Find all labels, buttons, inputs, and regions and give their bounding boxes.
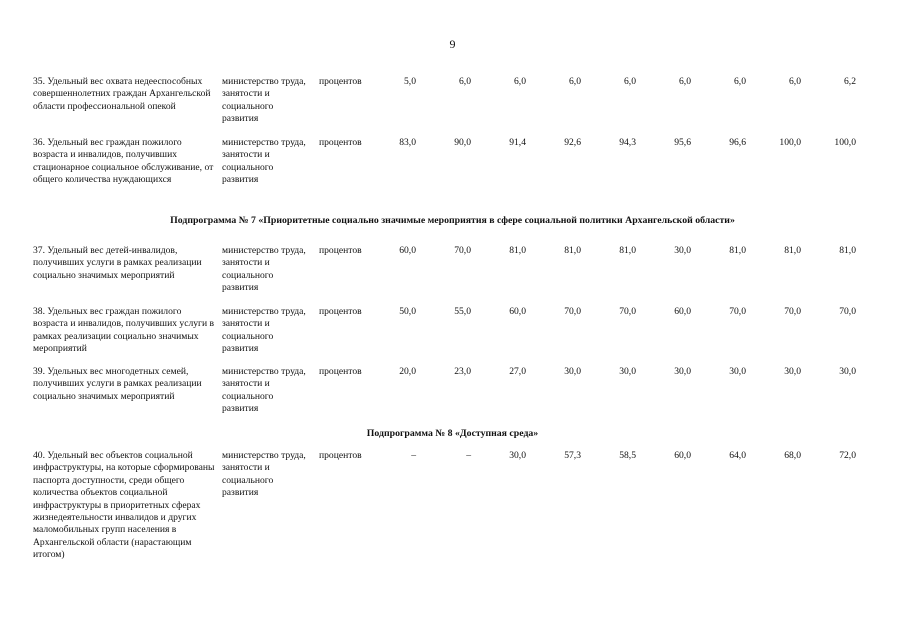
indicator-name: 36. Удельный вес граждан пожилого возраста и инвалидов, получивших стационарное социальное обслуживание, от общего количества нуждающихся [33, 137, 214, 186]
indicator-name: 38. Удельных вес граждан пожилого возраста и инвалидов, получивших услуги в рамках реализации социально значимых мероприятий [33, 306, 215, 355]
value-cell: 6,0 [679, 76, 691, 87]
value-cell: 6,0 [514, 76, 526, 87]
value-cell: 81,0 [729, 245, 746, 256]
value-cell: 6,0 [459, 76, 471, 87]
value-cell: 70,0 [729, 306, 746, 317]
value-cell: 30,0 [564, 366, 581, 377]
value-cell: 96,6 [729, 137, 746, 148]
value-cell: 6,0 [624, 76, 636, 87]
value-cell: 6,0 [569, 76, 581, 87]
responsible-ministry: министерство труда, занятости и социального развития [222, 76, 306, 125]
value-cell: – [466, 450, 471, 461]
value-cell: 81,0 [839, 245, 856, 256]
value-cell: 83,0 [399, 137, 416, 148]
value-cell: 58,5 [619, 450, 636, 461]
value-cell: 57,3 [564, 450, 581, 461]
value-cell: 100,0 [779, 137, 801, 148]
value-cell: 68,0 [784, 450, 801, 461]
indicator-name: 37. Удельный вес детей-инвалидов, получивших услуги в рамках реализации социально значимых мероприятий [33, 245, 202, 281]
value-cell: 90,0 [454, 137, 471, 148]
unit-of-measure: процентов [319, 245, 362, 256]
value-cell: 95,6 [674, 137, 691, 148]
subprogram-heading: Подпрограмма № 8 «Доступная среда» [366, 428, 539, 439]
responsible-ministry: министерство труда, занятости и социального развития [222, 137, 306, 186]
value-cell: 81,0 [564, 245, 581, 256]
value-cell: 72,0 [839, 450, 856, 461]
value-cell: 30,0 [729, 366, 746, 377]
value-cell: – [411, 450, 416, 461]
value-cell: 60,0 [399, 245, 416, 256]
value-cell: 55,0 [454, 306, 471, 317]
value-cell: 30,0 [619, 366, 636, 377]
unit-of-measure: процентов [319, 137, 362, 148]
value-cell: 50,0 [399, 306, 416, 317]
responsible-ministry: министерство труда, занятости и социального развития [222, 450, 306, 499]
value-cell: 6,0 [789, 76, 801, 87]
value-cell: 30,0 [839, 366, 856, 377]
value-cell: 70,0 [454, 245, 471, 256]
value-cell: 81,0 [509, 245, 526, 256]
responsible-ministry: министерство труда, занятости и социального развития [222, 366, 306, 415]
value-cell: 60,0 [674, 306, 691, 317]
indicator-name: 39. Удельных вес многодетных семей, получивших услуги в рамках реализации социально значимых мероприятий [33, 366, 202, 402]
responsible-ministry: министерство труда, занятости и социального развития [222, 245, 306, 294]
unit-of-measure: процентов [319, 306, 362, 317]
value-cell: 70,0 [619, 306, 636, 317]
value-cell: 30,0 [674, 245, 691, 256]
value-cell: 30,0 [509, 450, 526, 461]
value-cell: 92,6 [564, 137, 581, 148]
value-cell: 60,0 [674, 450, 691, 461]
subprogram-heading: Подпрограмма № 7 «Приоритетные социально значимые мероприятия в сфере социальной политики Архангельской области» [170, 215, 735, 226]
indicator-name: 40. Удельный вес объектов социальной инфраструктуры, на которые сформированы паспорта доступности, среди общего количества объектов социальной инфраструктуры в приоритетных сферах жизнедеятельности инвалидов и других маломобильных групп населения в Архангельской области (нарастающим итогом) [33, 450, 215, 561]
value-cell: 91,4 [509, 137, 526, 148]
value-cell: 6,2 [844, 76, 856, 87]
unit-of-measure: процентов [319, 450, 362, 461]
value-cell: 27,0 [509, 366, 526, 377]
value-cell: 20,0 [399, 366, 416, 377]
value-cell: 30,0 [674, 366, 691, 377]
indicator-name: 35. Удельный вес охвата недееспособных совершеннолетних граждан Архангельской области профессиональной опекой [33, 76, 211, 112]
value-cell: 60,0 [509, 306, 526, 317]
value-cell: 81,0 [619, 245, 636, 256]
unit-of-measure: процентов [319, 76, 362, 87]
value-cell: 70,0 [784, 306, 801, 317]
value-cell: 6,0 [734, 76, 746, 87]
value-cell: 70,0 [564, 306, 581, 317]
value-cell: 23,0 [454, 366, 471, 377]
value-cell: 64,0 [729, 450, 746, 461]
value-cell: 70,0 [839, 306, 856, 317]
responsible-ministry: министерство труда, занятости и социального развития [222, 306, 306, 355]
value-cell: 100,0 [834, 137, 856, 148]
unit-of-measure: процентов [319, 366, 362, 377]
value-cell: 94,3 [619, 137, 636, 148]
value-cell: 5,0 [404, 76, 416, 87]
value-cell: 30,0 [784, 366, 801, 377]
page-number: 9 [449, 37, 456, 51]
value-cell: 81,0 [784, 245, 801, 256]
